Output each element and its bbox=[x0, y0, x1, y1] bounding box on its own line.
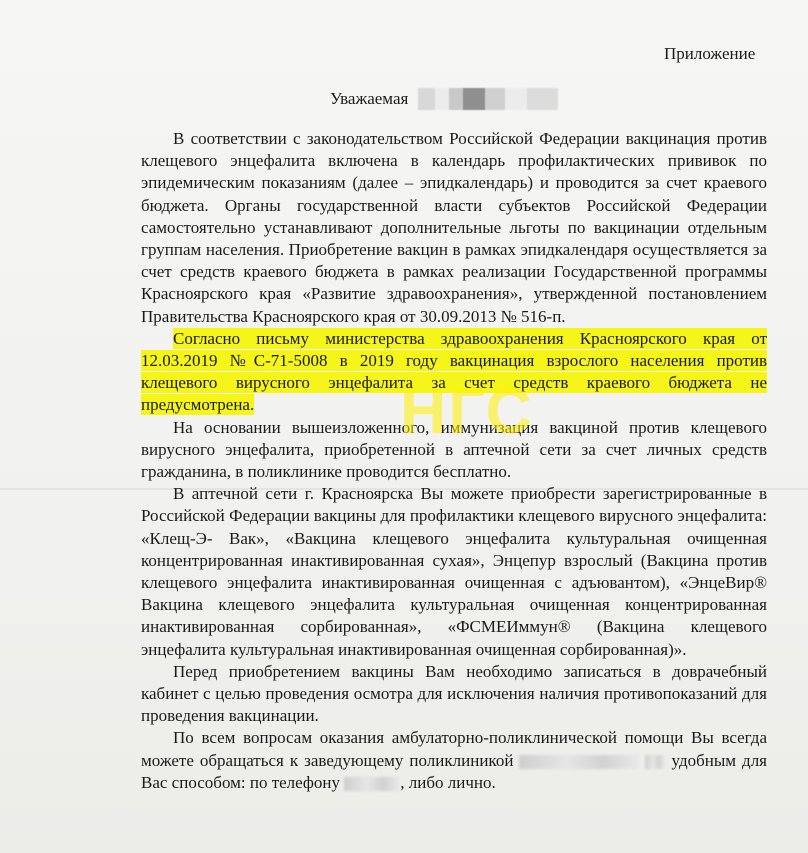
highlighted-text: Согласно письму министерства здравоохранения Красноярского края от 12.03.2019 №С-71-5008 в 2019 году вакцинация взрослого населения против клещевого вирусного энцефалита за счет средств краевого бюджета не предусмотрена. bbox=[141, 328, 767, 415]
redacted-head-name bbox=[519, 755, 639, 769]
contacts-text-c: , либо лично. bbox=[400, 772, 496, 792]
letter-body bbox=[141, 128, 767, 794]
redacted-name bbox=[418, 88, 558, 110]
paragraph-vaccines-list: В аптечной сети г. Красноярска Вы можете приобрести зарегистрированные в Российской Федерации вакцины для профилактики клещевого вирусного энцефалита: «Клещ-Э- Вак», «Вакцина клещевого энцефалита культуральная очищенная концентрированная инактивированная сухая», Энцепур взрослый (Вакцина против клещевого энцефалита инактивированная очищенная с адъювантом), «ЭнцеВир® Вакцина клещевого энцефалита культуральная очищенная концентрированная инактивированная сорбированная», «ФСМЕИммун® (Вакцина клещевого энцефалита культуральная инактивированная очищенная сорбированная)». bbox=[141, 484, 767, 659]
paragraph-highlighted bbox=[141, 328, 767, 417]
salutation bbox=[330, 88, 558, 110]
paragraph-free-immunization: На основании вышеизложенного, иммунизация вакциной против клещевого вирусного энцефалита, приобретенной в аптечной сети за счет личных средств гражданина, в поликлинике проводится бесплатно. bbox=[141, 417, 767, 482]
redacted-phone bbox=[344, 777, 400, 791]
redacted-fragment bbox=[645, 755, 665, 769]
contacts-text-b: удобным для Вас способом: по телефону bbox=[141, 750, 768, 792]
paragraph-legislation: В соответствии с законодательством Российской Федерации вакцинация против клещевого энцефалита включена в календарь профилактических прививок по эпидемическим показаниям (далее – эпидкалендарь) и проводится за счет краевого бюджета. Органы государственной власти субъектов Российской Федерации самостоятельно устанавливают дополнительные льготы по вакцинации отдельным группам населения. Приобретение вакцин в рамках эпидкалендаря осуществляется за счет средств краевого бюджета в рамках реализации Государственной программы Красноярского края «Развитие здравоохранения», утвержденной постановлением Правительства Красноярского края от 30.09.2013 № 516-п. bbox=[141, 129, 767, 326]
paragraph-appointment: Перед приобретением вакцины Вам необходимо записаться в доврачебный кабинет с целью проведения осмотра для исключения наличия противопоказаний для проведения вакцинации. bbox=[141, 661, 767, 726]
ngs-watermark: НГС bbox=[400, 375, 534, 447]
annex-label: Приложение bbox=[664, 44, 756, 63]
contacts-text-a: По всем вопросам оказания амбулаторно-поликлинической помощи Вы всегда можете обращаться к заведующему поликлиникой bbox=[141, 728, 767, 770]
salutation-text: Уважаемая bbox=[330, 89, 409, 108]
paragraph-contacts bbox=[141, 727, 767, 794]
